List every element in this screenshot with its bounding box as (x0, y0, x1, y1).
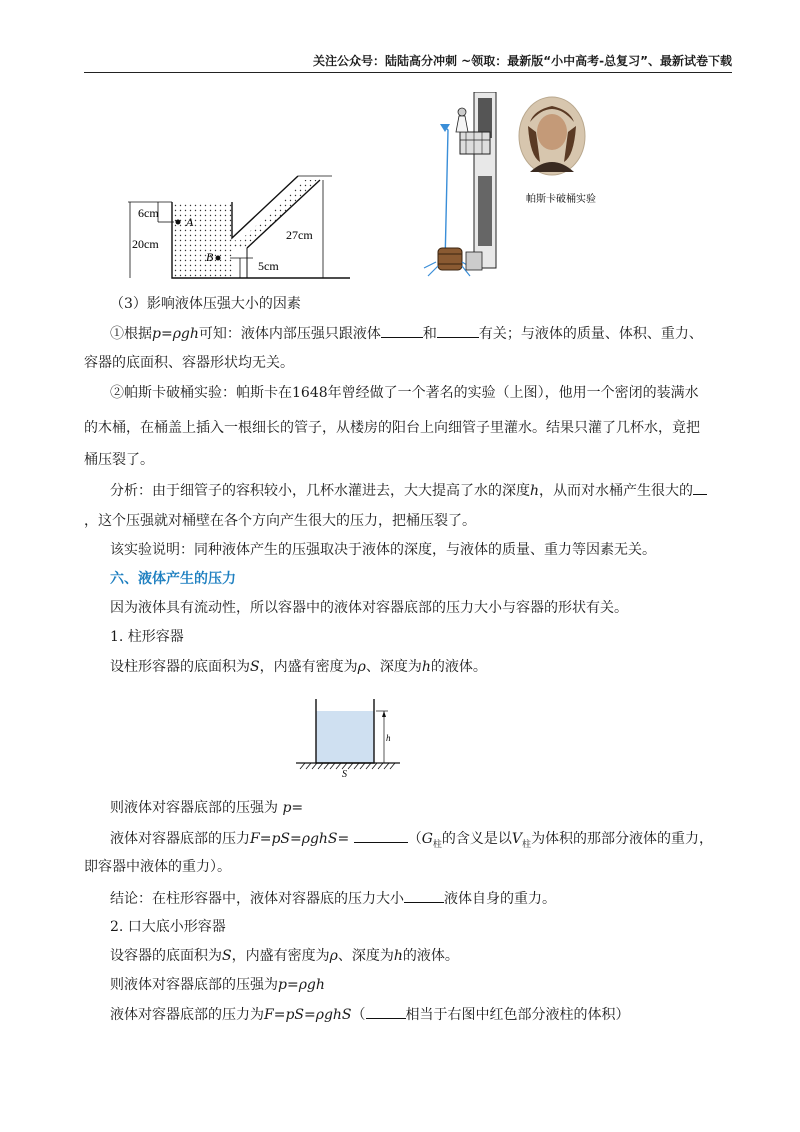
paragraph-7: 则液体对容器底部的压强为 p= (110, 800, 304, 816)
blank-input (437, 323, 479, 338)
paragraph-9: 结论：在柱形容器中，液体对容器底的压力大小 液体自身的重力。 (110, 888, 556, 909)
paragraph-4: 该实验说明：同种液体产生的压强取决于液体的深度，与液体的质量、重力等因素无关。 (110, 542, 656, 558)
pascal-barrel-illustration (418, 92, 608, 280)
blank-input (366, 1004, 406, 1019)
label-5cm: 5cm (258, 259, 279, 273)
section-6-title: 六、液体产生的压力 (110, 571, 236, 587)
subsection-3-title: （3）影响液体压强大小的因素 (110, 296, 301, 312)
paragraph-6: 设柱形容器的底面积为S，内盛有密度为ρ、深度为h的液体。 (110, 659, 487, 675)
blank-input (354, 828, 408, 843)
label-h: h (386, 733, 391, 743)
paragraph-2-line-3: 桶压裂了。 (84, 452, 154, 468)
item-1-title: 1. 柱形容器 (110, 629, 184, 645)
label-20cm: 20cm (132, 237, 159, 251)
label-A: A (186, 215, 194, 229)
container-diagram (118, 168, 350, 284)
blank-input (381, 323, 423, 338)
blank-input (404, 888, 444, 903)
blank-input (693, 480, 707, 495)
item-2-title: 2. 口大底小形容器 (110, 919, 226, 935)
paragraph-11: 则液体对容器底部的压强为p=ρgh (110, 977, 325, 993)
paragraph-1: ①根据p=ρgh可知：液体内部压强只跟液体 和 有关；与液体的质量、体积、重力、 (110, 323, 703, 344)
cylindrical-container-diagram (292, 695, 402, 780)
paragraph-3: 分析：由于细管子的容积较小，几杯水灌进去，大大提高了水的深度h，从而对水桶产生很大的 (110, 480, 707, 501)
label-27cm: 27cm (286, 228, 313, 242)
portrait-caption: 帕斯卡破桶实验 (526, 194, 596, 205)
label-S: S (342, 769, 347, 780)
paragraph-10: 设容器的底面积为S，内盛有密度为ρ、深度为h的液体。 (110, 948, 459, 964)
paragraph-12: 液体对容器底部的压力为F=pS=ρghS（ 相当于右图中红色部分液柱的体积） (110, 1004, 630, 1025)
page-header: 关注公众号：陆陆高分冲刺 ~领取：最新版“小中高考-总复习”、最新试卷下载 (84, 52, 732, 73)
paragraph-8-line-2: 即容器中液体的重力）。 (84, 859, 231, 875)
label-6cm: 6cm (138, 206, 159, 220)
paragraph-3-line-2: ，这个压强就对桶壁在各个方向产生很大的压力，把桶压裂了。 (84, 513, 476, 529)
paragraph-8: 液体对容器底部的压力$F=pS=\rho ghS= (G_柱$的含义是以$V_柱$为体积的那部分液体的重力， (110, 828, 713, 855)
paragraph-2-line-2: 的木桶，在桶盖上插入一根细长的管子，从楼房的阳台上向细管子里灌水。结果只灌了几杯水，竟把 (84, 420, 700, 436)
paragraph-1-line-2: 容器的底面积、容器形状均无关。 (84, 355, 294, 371)
paragraph-5: 因为液体具有流动性，所以容器中的液体对容器底部的压力大小与容器的形状有关。 (110, 600, 628, 616)
paragraph-2-line-1: ②帕斯卡破桶实验：帕斯卡在1648年曾经做了一个著名的实验（上图），他用一个密闭的装满水 (110, 385, 699, 401)
label-B: B (206, 250, 214, 264)
